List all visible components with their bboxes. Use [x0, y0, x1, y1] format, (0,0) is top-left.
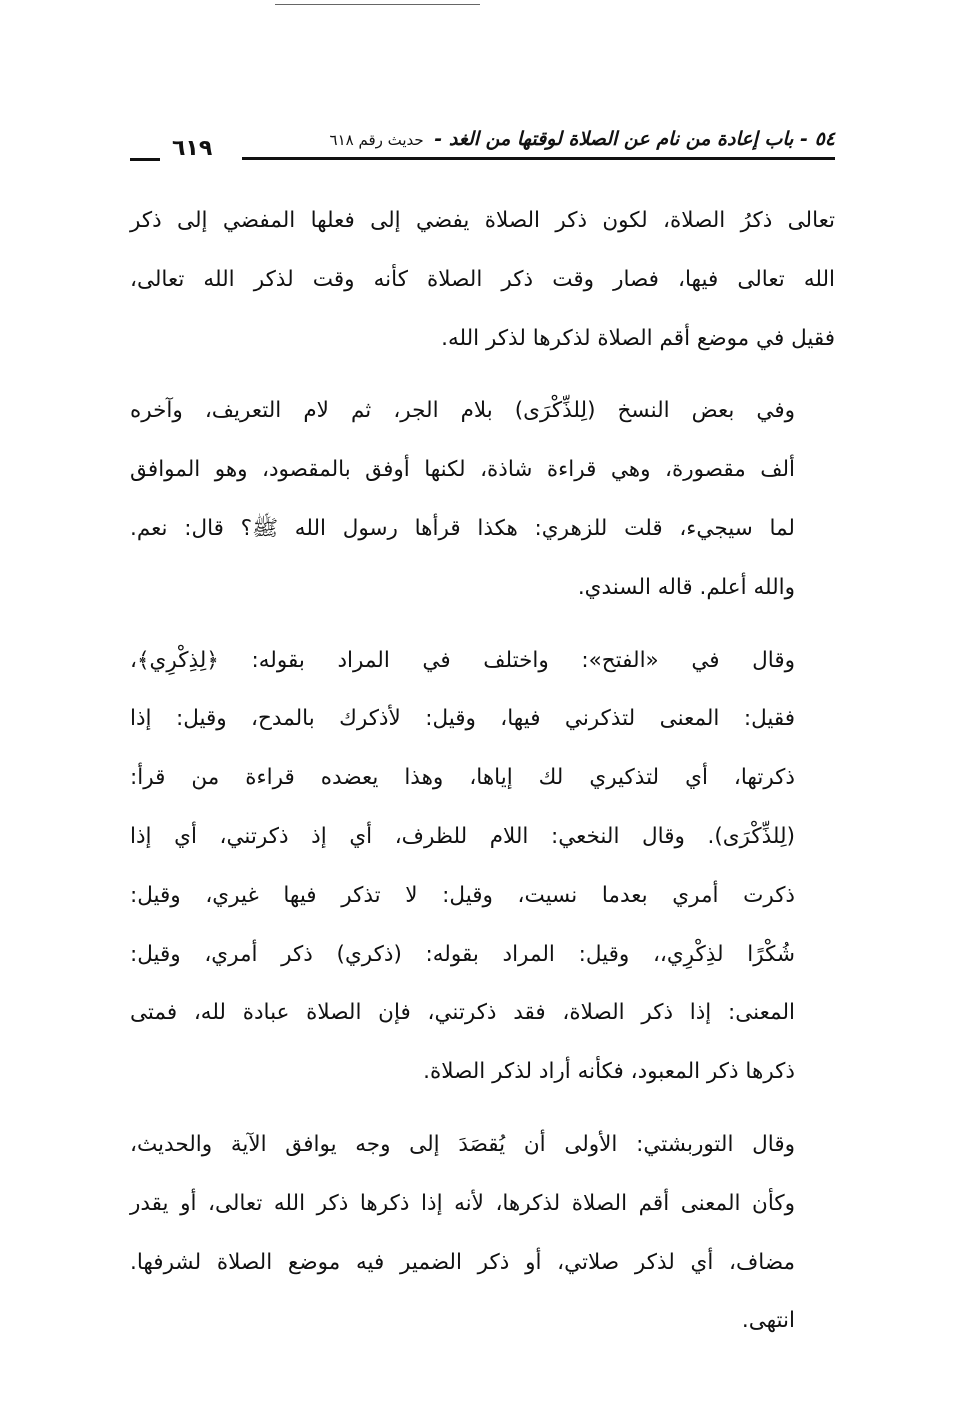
text-line: فقيل: المعنى لتذكرني فيها، وقيل: لأذكرك بالمدح، وقيل: إذا [130, 706, 795, 732]
hadith-number: حديث رقم ٦١٨ [329, 131, 424, 149]
text-line: ذكرها ذكر المعبود، فكأنه أراد لذكر الصلاة. [423, 1059, 795, 1085]
text-line: المعنى: إذا ذكر الصلاة، فقد ذكرتني، فإن الصلاة عبادة لله، فمتى [130, 1000, 795, 1026]
page-number: ٦١٩ [172, 136, 213, 161]
chapter-title-text: ٥٤ - باب إعادة من نام عن الصلاة لوقتها من الغد - [434, 128, 835, 150]
text-line: والله أعلم. قاله السندي. [577, 574, 795, 600]
text-line: شُكْرًا لذِكْرِي،، وقيل: المراد بقوله: (ذكري) ذكر أمري، وقيل: [130, 941, 795, 967]
header-rule [242, 157, 835, 160]
text-line: الله تعالى فيها، فصار وقت ذكر الصلاة كأنه وقت لذكر الله تعالى، [130, 266, 835, 292]
paragraph [130, 382, 835, 617]
text-line: وقال في «الفتح»: واختلف في المراد بقوله: ﴿لِذِكْرِي﴾، [130, 647, 795, 673]
text-line: وفي بعض النسخ (لِلذِّكْرَى) بلام الجر، ثم لام التعريف، وآخره [130, 398, 795, 424]
top-margin-rule [275, 4, 480, 5]
text-line: (لِلذِّكْرَى). وقال النخعي: اللام للظرف، أي إذ ذكرتني، أي إذا [130, 823, 795, 849]
text-line: وكأن المعنى أقم الصلاة لذكرها، لأنه إذا ذكرها ذكر الله تعالى، أو يقدر [130, 1190, 795, 1216]
paragraph [130, 632, 835, 1102]
text-line: وقال التوربشتي: الأولى أن يُقصَدَ إلى وجه يوافق الآية والحديث، [130, 1131, 795, 1157]
text-line: ألف مقصورة، وهي قراءة شاذة، لكنها أوفق بالمقصود، وهو الموافق [130, 457, 795, 483]
page-header [130, 128, 835, 172]
paragraph [130, 1116, 835, 1351]
text-line: ذكرتها، أي لتذكيري لك إياها، وهذا يعضده قراءة من قرأ: [130, 765, 795, 791]
text-line: تعالى ذكرُ الصلاة، لكون ذكر الصلاة يفضي إلى فعلها المفضي إلى ذكر [130, 208, 835, 233]
text-line: لما سيجيء، قلت للزهري: هكذا قرأها رسول الله ﷺ؟ قال: نعم. [130, 515, 795, 541]
text-line: فقيل في موضع أقم الصلاة لذكرها لذكر الله. [441, 325, 835, 351]
chapter-title [330, 128, 835, 150]
page-number-dash [130, 158, 160, 161]
page-body [130, 192, 835, 1351]
text-line: انتهى. [741, 1308, 795, 1334]
paragraph [130, 192, 835, 368]
text-line: ذكرت أمري بعدما نسيت، وقيل: لا تذكر فيها غيري، وقيل: [130, 882, 795, 908]
text-line: مضاف، أي لذكر صلاتي، أو ذكر الضمير فيه موضع الصلاة لشرفها. [130, 1249, 795, 1275]
